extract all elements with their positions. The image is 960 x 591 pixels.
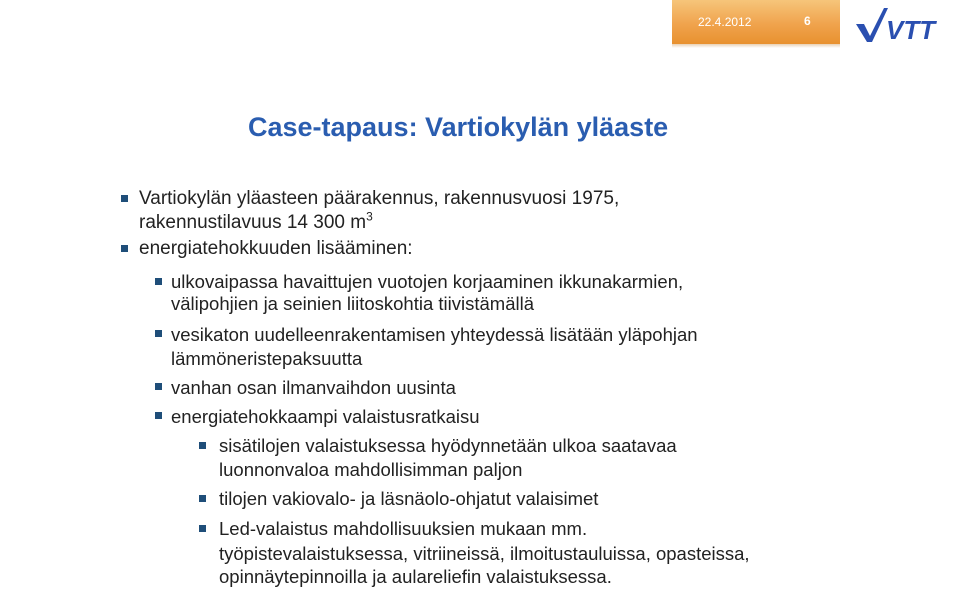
vtt-logo-checkmark-icon <box>856 8 888 42</box>
sub-sub-bullet-marker <box>199 525 206 532</box>
sub-sub-bullet-text-continued: luonnonvaloa mahdollisimman paljon <box>219 459 523 480</box>
sub-bullet-text: vesikaton uudelleenrakentamisen yhteydessä lisätään yläpohjan <box>171 324 698 345</box>
sub-bullet-marker <box>155 383 162 390</box>
sub-sub-bullet-marker <box>199 442 206 449</box>
sub-sub-bullet-text: tilojen vakiovalo- ja läsnäolo-ohjatut valaisimet <box>219 488 599 509</box>
sub-bullet-text-continued: lämmöneristepaksuutta <box>171 348 363 369</box>
sub-bullet-text-continued: välipohjien ja seinien liitoskohtia tiivistämällä <box>171 293 534 314</box>
slide-number: 6 <box>804 14 811 28</box>
bullet-marker <box>121 245 128 252</box>
sub-sub-bullet-text: Led-valaistus mahdollisuuksien mukaan mm. <box>219 518 588 539</box>
bullet-text: energiatehokkuuden lisääminen: <box>139 238 413 259</box>
vtt-logo <box>850 6 950 46</box>
vtt-logo-text: VTT <box>886 15 936 45</box>
sub-bullet-marker <box>155 412 162 419</box>
sub-sub-bullet-marker <box>199 495 206 502</box>
sub-bullet-marker <box>155 278 162 285</box>
slide-date: 22.4.2012 <box>698 15 752 29</box>
sub-bullet-text: vanhan osan ilmanvaihdon uusinta <box>171 377 456 398</box>
sub-sub-bullet-text-continued: työpistevalaistuksessa, vitriineissä, ilmoitustauluissa, opasteissa, <box>219 543 750 564</box>
bullet-marker <box>121 195 128 202</box>
slide-title: Case-tapaus: Vartiokylän yläaste <box>248 112 669 142</box>
bullet-text-part: rakennustilavuus 14 300 m <box>139 212 367 233</box>
superscript-3: 3 <box>366 209 373 224</box>
sub-bullet-marker <box>155 330 162 337</box>
sub-bullet-text: energiatehokkaampi valaistusratkaisu <box>171 406 480 427</box>
sub-sub-bullet-text-continued: opinnäytepinnoilla ja aulareliefin valaistuksessa. <box>219 566 612 587</box>
bullet-text-continued <box>139 211 373 235</box>
sub-sub-bullet-text: sisätilojen valaistuksessa hyödynnetään ulkoa saatavaa <box>219 435 677 456</box>
bullet-text: Vartiokylän yläasteen päärakennus, rakennusvuosi 1975, <box>139 188 620 209</box>
sub-bullet-text: ulkovaipassa havaittujen vuotojen korjaaminen ikkunakarmien, <box>171 271 684 292</box>
header-bar-shadow <box>672 44 840 48</box>
